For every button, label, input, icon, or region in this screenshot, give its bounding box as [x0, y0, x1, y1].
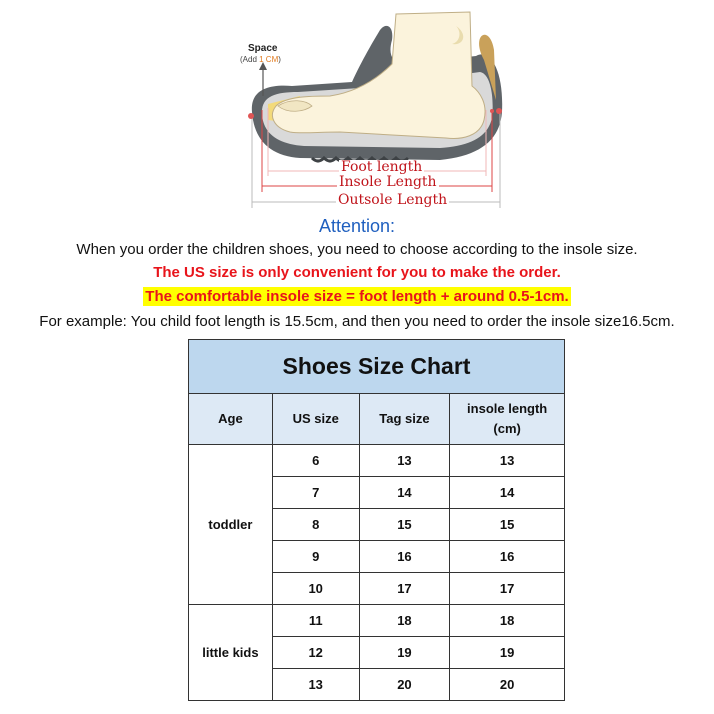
- insole-formula-row: [0, 289, 714, 305]
- us-size-cell: 9: [272, 541, 359, 573]
- outsole-length-label: Outsole Length: [338, 192, 448, 208]
- us-size-cell: 7: [272, 477, 359, 509]
- insole-length-cell: 20: [450, 669, 565, 701]
- us-size-cell: 10: [272, 573, 359, 605]
- example-line: For example: You child foot length is 15.5cm, and then you need to order the insole size16.5cm.: [39, 313, 675, 330]
- header-tag-size: Tag size: [359, 394, 450, 445]
- header-insole-length-text: insole length: [467, 400, 548, 416]
- outsole-left-dot: [248, 113, 254, 119]
- tag-size-cell: 14: [359, 477, 450, 509]
- outsole-right-dot: [496, 108, 502, 114]
- insole-length-cell: 14: [450, 477, 565, 509]
- header-age: Age: [189, 394, 273, 445]
- age-group-cell: toddler: [189, 445, 273, 605]
- foot-size-diagram: [0, 0, 714, 214]
- add-space-note: [240, 56, 281, 64]
- size-chart-table: [188, 339, 565, 701]
- insole-length-cell: 16: [450, 541, 565, 573]
- tag-size-cell: 20: [359, 669, 450, 701]
- header-insole-unit: (cm): [493, 421, 521, 436]
- foot-length-label: Foot length: [341, 159, 423, 175]
- age-group-cell: little kids: [189, 605, 273, 701]
- header-insole-length: [450, 394, 565, 445]
- header-us-size: US size: [272, 394, 359, 445]
- tag-size-cell: 19: [359, 637, 450, 669]
- us-size-cell: 11: [272, 605, 359, 637]
- insole-length-cell: 19: [450, 637, 565, 669]
- insole-right-dot: [490, 109, 494, 113]
- table-title: Shoes Size Chart: [189, 340, 565, 394]
- add-suffix: ): [278, 55, 281, 64]
- insole-length-cell: 17: [450, 573, 565, 605]
- tag-size-cell: 16: [359, 541, 450, 573]
- space-label: Space: [248, 43, 278, 54]
- tag-size-cell: 17: [359, 573, 450, 605]
- tag-size-cell: 18: [359, 605, 450, 637]
- add-prefix: (Add: [240, 55, 260, 64]
- insole-length-label: Insole Length: [339, 174, 437, 190]
- table-row: [189, 605, 565, 637]
- us-size-cell: 13: [272, 669, 359, 701]
- tag-size-cell: 15: [359, 509, 450, 541]
- table-row: [189, 445, 565, 477]
- insole-length-cell: 13: [450, 445, 565, 477]
- add-value: 1 CM: [259, 55, 279, 64]
- insole-formula: The comfortable insole size = foot length + around 0.5-1cm.: [145, 288, 569, 305]
- us-size-cell: 6: [272, 445, 359, 477]
- insole-length-cell: 15: [450, 509, 565, 541]
- foot: [272, 12, 485, 138]
- us-size-cell: 12: [272, 637, 359, 669]
- attention-heading: Attention:: [318, 216, 396, 236]
- us-size-cell: 8: [272, 509, 359, 541]
- us-size-note: The US size is only convenient for you to make the order.: [153, 264, 561, 281]
- table-body: [189, 445, 565, 701]
- insole-length-cell: 18: [450, 605, 565, 637]
- instruction-line: When you order the children shoes, you need to choose according to the insole size.: [76, 241, 638, 258]
- tag-size-cell: 13: [359, 445, 450, 477]
